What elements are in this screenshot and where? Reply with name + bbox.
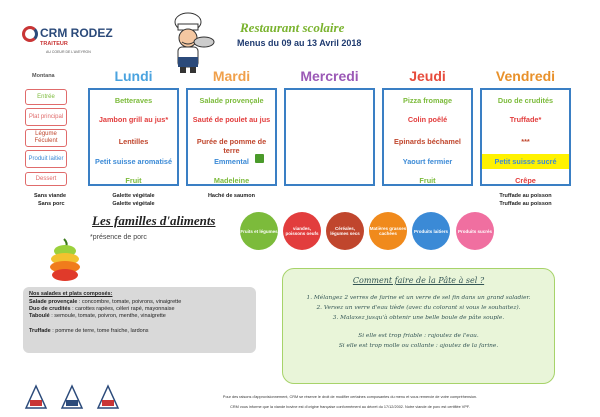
famille-bubble: Produits laitiers — [412, 212, 450, 250]
menu-item-entree: Betteraves — [114, 96, 153, 105]
pate-tip: Si elle est trop friable : rajoutez de l'eau. — [358, 333, 479, 339]
category-entree: Entrée — [25, 89, 67, 105]
salade-line: Taboulé : semoule, tomate, poivron, menthe, vinaigrette — [29, 313, 166, 319]
familles-title: Les familles d'aliments — [92, 213, 216, 228]
day-title-vendredi: Vendredi — [495, 68, 556, 84]
menu-item-laitier: Petit suisse aromatisé — [94, 157, 173, 166]
footer-line-1: Pour des raisons d'approvisionnement, CRM se réserve le droit de modifier certaines composantes du menu et vous remercie de votre compréhension. — [222, 395, 478, 399]
pate-step: 2. Versez un verre d'eau tiède (avec du colorant si vous le souhaitez). — [316, 305, 521, 311]
famille-bubble: Produits sucrés — [456, 212, 494, 250]
salade-line: Salade provençale : concombre, tomate, poivrons, vinaigrette — [29, 299, 182, 305]
menu-item-entree: Salade provençale — [199, 96, 264, 105]
salades-heading: Nos salades et plats composés: — [29, 291, 113, 297]
salade-line: Truffade : pomme de terre, tome fraiche, lardons — [29, 328, 149, 334]
category-laitier: Produit laitier — [25, 150, 67, 168]
pate-tip: Si elle est trop molle ou collante : ajoutez de la farine. — [338, 343, 499, 349]
famille-bubble: Fruits et légumes — [240, 212, 278, 250]
logo-circle-icon — [22, 26, 38, 42]
day-column-mardi — [186, 88, 277, 186]
category-header: Montana — [32, 73, 55, 79]
day-title-mardi: Mardi — [212, 68, 251, 84]
brand-name: CRM RODEZ — [40, 26, 113, 40]
pate-box — [282, 268, 555, 384]
menu-item-entree: Pizza fromage — [402, 96, 453, 105]
menu-item-dessert: Madeleine — [213, 176, 250, 185]
pate-title: Comment faire de la Pâte à sel ? — [352, 276, 485, 285]
fruit-illustration — [44, 237, 86, 285]
day-title-jeudi: Jeudi — [409, 68, 446, 84]
menu-item-plat: Sauté de poulet au jus — [192, 115, 271, 124]
category-dessert: Dessert — [25, 172, 67, 186]
famille-bubble: viandes, poissons oeufs — [283, 212, 321, 250]
organic-label-icon — [255, 154, 264, 163]
famille-bubble: Céréales, légumes secs — [326, 212, 364, 250]
label-sans-viande: Sans viande — [34, 193, 67, 199]
menu-item-legume: Purée de pomme de terre — [196, 137, 267, 155]
menu-item-laitier: Emmental — [214, 157, 249, 166]
menu-item-dessert: Crêpe — [515, 176, 536, 185]
chef-illustration — [158, 12, 218, 74]
category-plat: Plat principal — [25, 108, 67, 126]
category-legume: Légume Féculent — [25, 129, 67, 147]
pate-step: 1. Mélangez 2 verres de farine et un verre de sel fin dans un grand saladier. — [306, 295, 531, 301]
pate-step: 3. Malaxez jusqu'à obtenir une belle boule de pâte souple. — [332, 315, 505, 321]
menu-item-entree: Duo de crudités — [497, 96, 554, 105]
famille-bubble: Matières grasses cachées — [369, 212, 407, 250]
menu-item-laitier: Yaourt fermier — [402, 157, 453, 166]
brand-tagline: AU COEUR DE L'AVEYRON — [46, 50, 91, 54]
menu-item-dessert: Fruit — [125, 176, 142, 185]
menu-item-plat: Jambon grill au jus* — [98, 115, 169, 124]
day-title-lundi: Lundi — [114, 68, 153, 84]
sans-porc-item: Truffade au poisson — [499, 201, 552, 207]
footer-line-2: CRM vous informe que la viande bovine est d'origine française conformément au décret du 17/12/2002. Notre viande de porc est certifiée VPF. — [230, 405, 470, 409]
sans-viande-item: Truffade au poisson — [499, 193, 552, 199]
day-column-jeudi — [382, 88, 473, 186]
menu-item-legume: Lentilles — [118, 137, 149, 146]
sans-porc-item: Galette végétale — [112, 201, 155, 207]
day-column-mercredi — [284, 88, 375, 186]
salades-box — [23, 287, 256, 353]
salade-line: Duo de crudités : carottes rapées, céleri rapé, mayonnaise — [29, 306, 175, 312]
sans-viande-item: Galette végétale — [112, 193, 155, 199]
menu-item-dessert: Fruit — [419, 176, 436, 185]
menu-item-legume: *** — [521, 137, 530, 146]
day-title-mercredi: Mercredi — [300, 68, 359, 84]
label-sans-porc: Sans porc — [38, 201, 65, 207]
page-title: Restaurant scolaire — [240, 20, 345, 35]
menu-item-plat: Colin poêlé — [407, 115, 448, 124]
day-column-lundi — [88, 88, 179, 186]
brand-logo — [22, 22, 122, 60]
menu-item-laitier: Petit suisse sucré — [482, 154, 569, 169]
menu-item-legume: Epinards béchamel — [394, 137, 461, 146]
brand-sub: TRAITEUR — [40, 41, 68, 47]
label-logos — [22, 382, 132, 412]
day-column-vendredi — [480, 88, 571, 186]
porc-note: *présence de porc — [90, 234, 147, 241]
sans-viande-item: Haché de saumon — [207, 193, 256, 199]
page-subtitle: Menus du 09 au 13 Avril 2018 — [237, 38, 362, 48]
menu-item-plat: Truffade* — [509, 115, 542, 124]
